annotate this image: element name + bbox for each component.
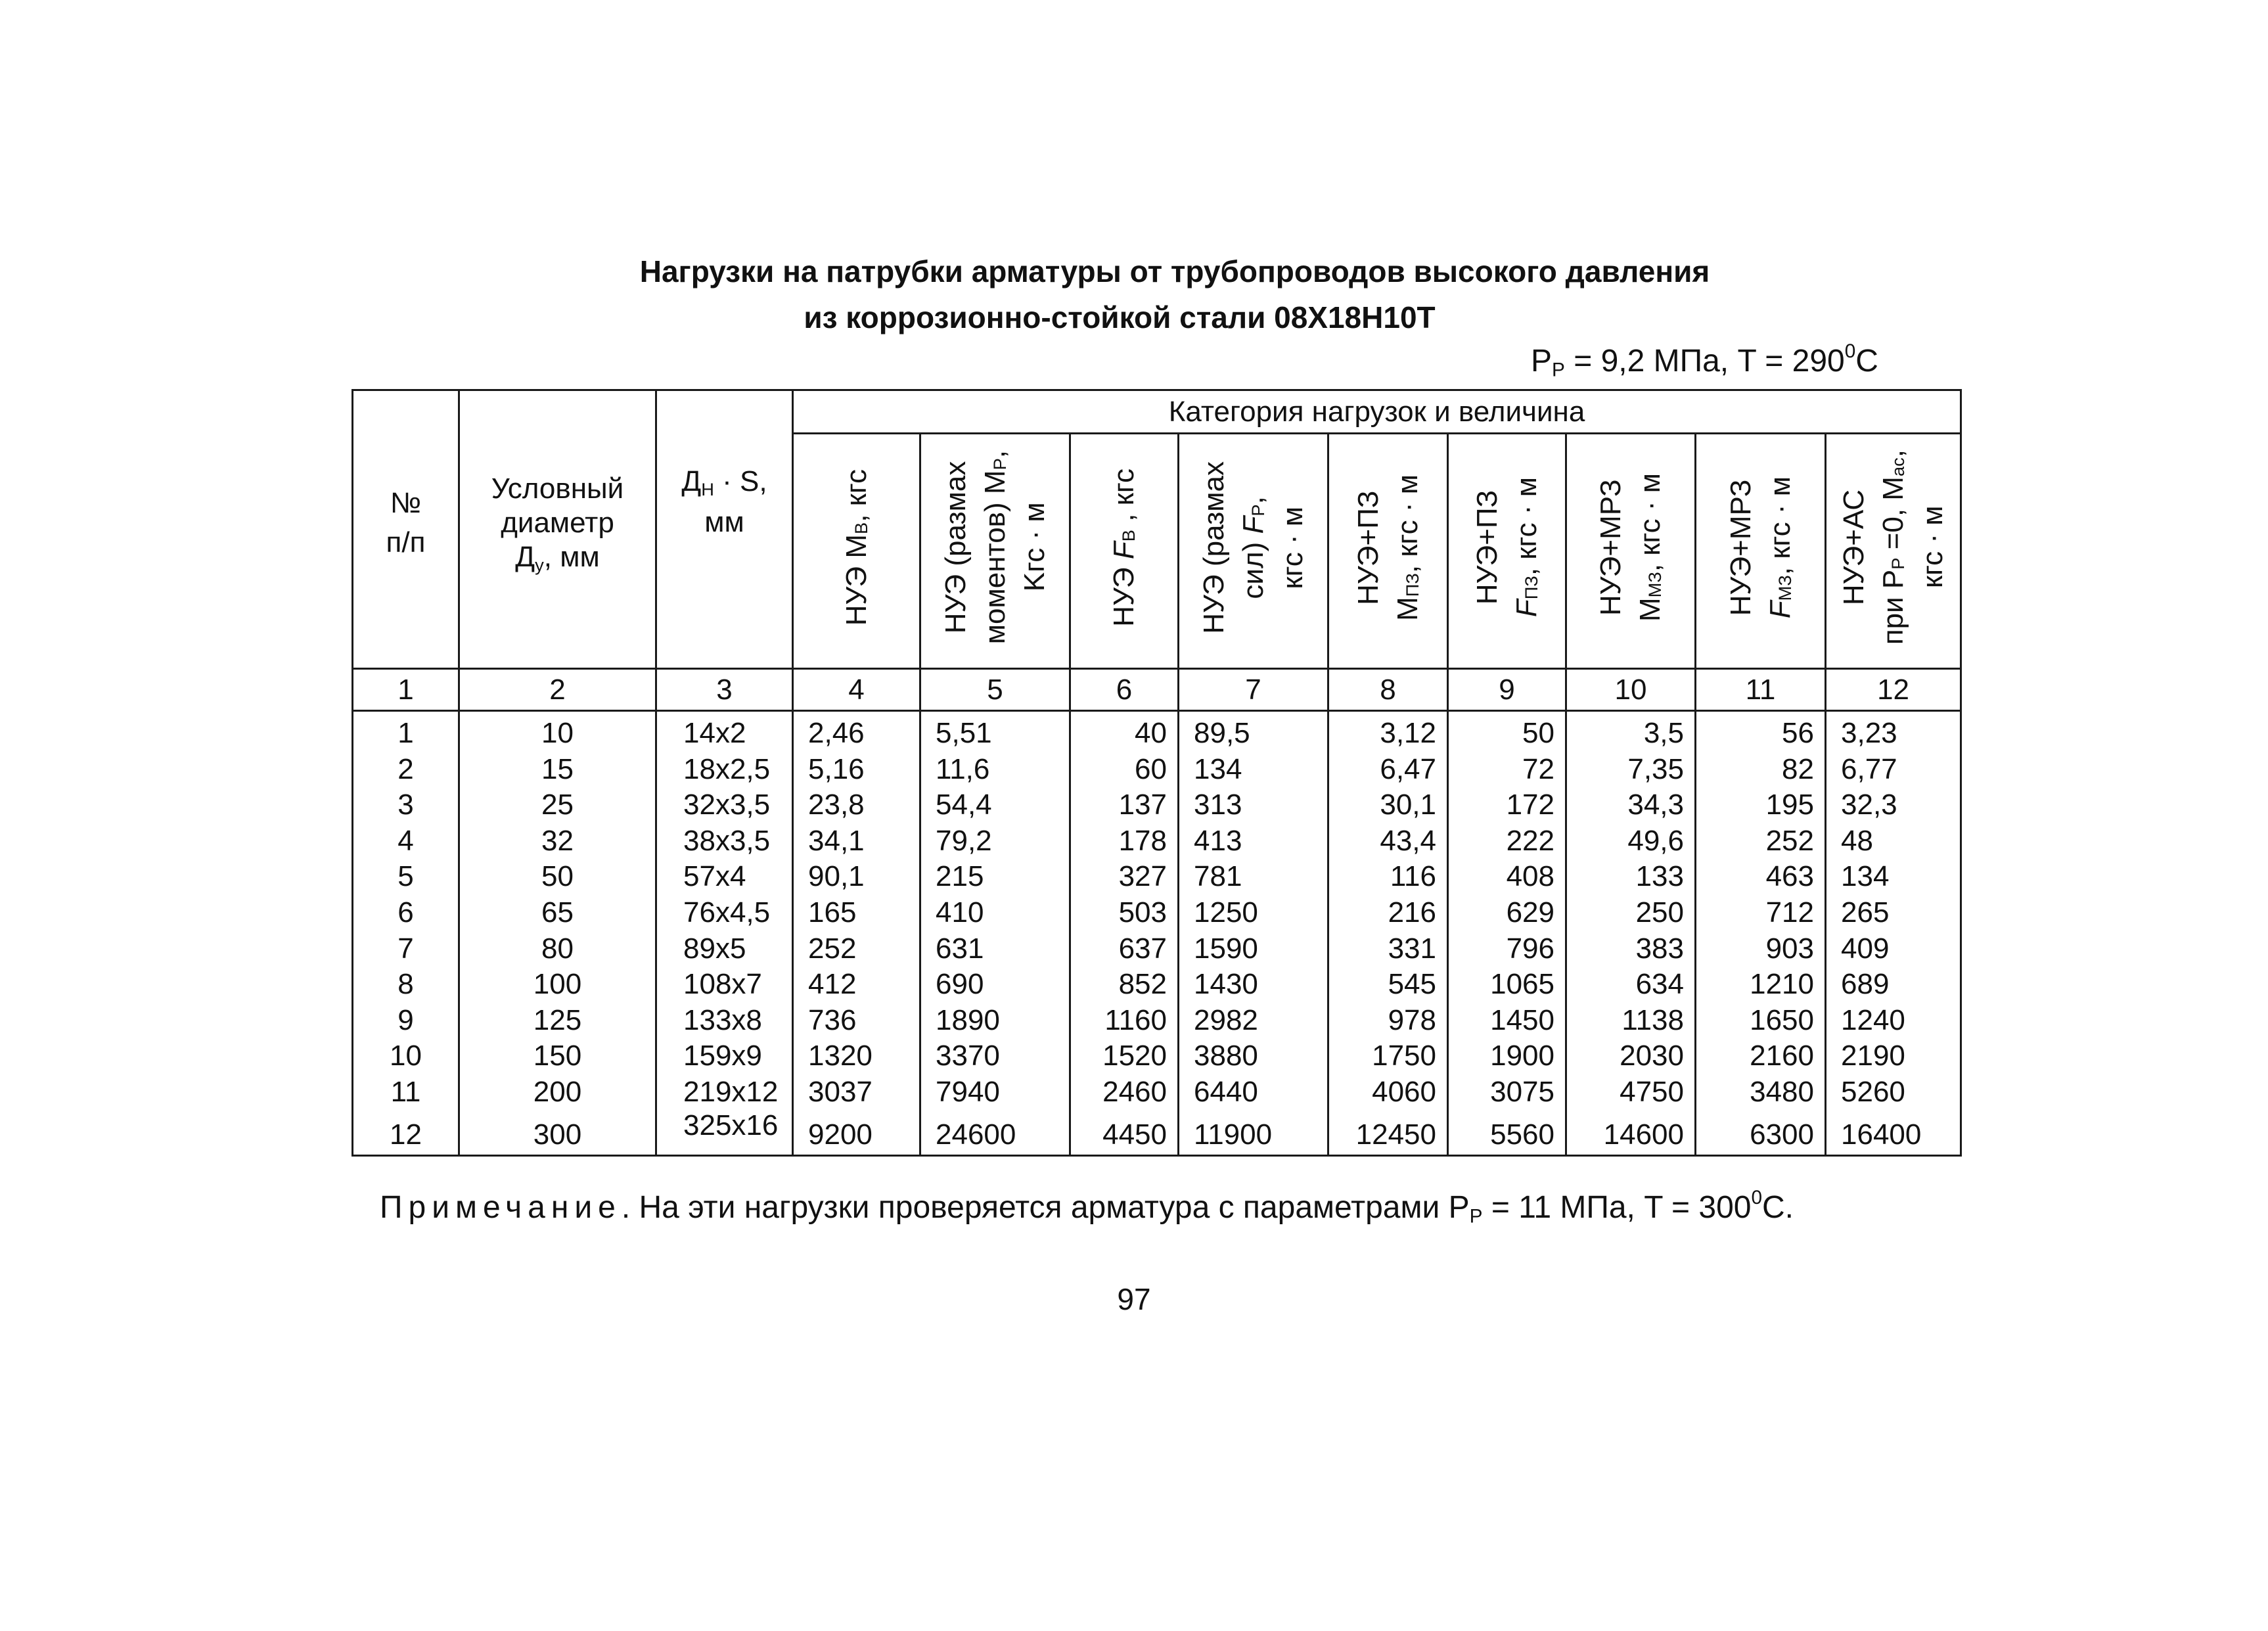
c12-sub1: P [1887,557,1908,570]
cell-c9-row-12: 5560 [1490,1118,1554,1151]
cell-c6-row-6: 503 [1118,896,1167,929]
col-10-values [1566,711,1696,1156]
header-col-8 [1328,434,1448,669]
cell-c4-row-8: 412 [808,968,857,1001]
cell-c8-row-8: 545 [1388,968,1436,1001]
cell-dns-row-11: 219x12 [683,1075,779,1108]
c4-unit: , кгс [840,469,873,522]
c11-line1: НУЭ+МРЗ [1724,479,1757,616]
cell-du-row-8: 100 [533,968,582,1001]
temperature-unit: C [1855,344,1878,379]
cell-c12-row-7: 409 [1841,932,1890,965]
cell-c8-row-6: 216 [1388,896,1436,929]
c9-sub: ПЗ [1520,576,1541,600]
header-dn-s-line1 [657,461,792,502]
footnote-text-b: = 11 МПа, T = 300 [1482,1190,1752,1225]
cell-dns-row-7: 89x5 [683,932,746,965]
header-dn-s [656,390,793,669]
c5-line2: моментов) M [978,470,1011,645]
cell-c10-row-3: 34,3 [1627,789,1684,821]
colnum-8: 8 [1328,669,1448,711]
c4-sub: B [850,522,871,534]
cell-c12-row-9: 1240 [1841,1003,1905,1036]
degree-superscript: 0 [1844,340,1856,363]
cell-c6-row-12: 4450 [1102,1118,1167,1151]
cell-c6-row-3: 137 [1118,789,1167,821]
cell-dns-row-2: 18x2,5 [683,752,771,785]
cell-c7-row-11: 6440 [1194,1075,1258,1108]
cell-c9-row-8: 1065 [1490,968,1554,1001]
colnum-1: 1 [353,669,459,711]
cell-c11-row-9: 1650 [1750,1003,1814,1036]
cell-c7-row-4: 413 [1194,824,1242,857]
cell-c9-row-9: 1450 [1490,1003,1554,1036]
footnote-text-a: . На эти нагрузки проверяется арматура с параметрами P [621,1190,1470,1225]
cell-c11-row-12: 6300 [1750,1118,1814,1151]
cell-c8-row-12: 12450 [1355,1118,1436,1151]
c9-symbol: F [1510,599,1543,618]
colnum-10: 10 [1566,669,1696,711]
cell-c12-row-5: 134 [1841,860,1890,893]
cell-c9-row-3: 172 [1506,789,1554,821]
cell-c6-row-10: 1520 [1102,1040,1167,1072]
cell-c7-row-6: 1250 [1194,896,1258,929]
title-line-1: Нагрузки на патрубки арматуры от трубопроводов высокого давления [639,254,1710,288]
cell-c12-row-12: 16400 [1841,1118,1922,1151]
cell-n-row-10: 10 [390,1040,422,1072]
cell-n-row-11: 11 [390,1075,421,1108]
c7-comma: , [1236,495,1269,504]
c7-line1: НУЭ (размах [1197,461,1230,634]
header-load-category: Категория нагрузок и величина [793,390,1961,434]
c12-unit: кгс · м [1916,506,1949,589]
cell-c11-row-6: 712 [1765,896,1814,929]
cell-c8-row-4: 43,4 [1380,824,1436,857]
pressure-symbol: P [1531,344,1553,379]
cell-c10-row-7: 383 [1635,932,1684,965]
cell-c10-row-12: 14600 [1603,1118,1684,1151]
header-col-11 [1696,434,1826,669]
header-nominal-diameter-line3 [460,540,655,574]
c6-text: НУЭ [1108,559,1140,627]
cell-c6-row-5: 327 [1118,860,1167,893]
cell-c10-row-11: 4750 [1620,1075,1684,1108]
header-nominal-diameter-line1: Условный [491,472,624,505]
cell-du-row-11: 200 [533,1075,582,1108]
cell-du-row-12: 300 [533,1118,582,1151]
cell-c4-row-6: 165 [808,896,857,929]
cell-dns-row-1: 14x2 [683,717,746,749]
cell-c4-row-9: 736 [808,1003,857,1036]
colnum-7: 7 [1179,669,1328,711]
cell-c6-row-11: 2460 [1102,1075,1167,1108]
c11-unit: , кгс · м [1763,476,1796,576]
design-parameters [1531,342,1925,381]
cell-c7-row-9: 2982 [1194,1003,1258,1036]
c7-unit: кгс · м [1276,506,1309,589]
cell-c4-row-12: 9200 [808,1118,873,1151]
cell-c11-row-1: 56 [1782,717,1814,749]
cell-c6-row-7: 637 [1118,932,1167,965]
cell-c11-row-5: 463 [1765,860,1814,893]
du-subscript: у [535,554,544,575]
cell-c11-row-7: 903 [1765,932,1814,965]
cell-c7-row-3: 313 [1194,789,1242,821]
c12-line1: НУЭ+АС [1837,489,1870,606]
cell-c8-row-9: 978 [1388,1003,1436,1036]
cell-c8-row-5: 116 [1390,860,1436,893]
data-row [353,711,1961,1156]
cell-c12-row-6: 265 [1841,896,1890,929]
c8-unit: , кгс · м [1391,474,1424,573]
cell-c8-row-2: 6,47 [1380,752,1436,785]
cell-c6-row-8: 852 [1118,968,1167,1001]
cell-du-row-2: 15 [541,752,574,785]
c6-sub: B [1118,529,1139,541]
cell-c5-row-5: 215 [936,860,984,893]
header-col-7 [1179,434,1328,669]
c5-sub: P [989,458,1010,471]
cell-c4-row-10: 1320 [808,1040,873,1072]
cell-c11-row-3: 195 [1765,789,1814,821]
cell-dns-row-9: 133x8 [683,1003,762,1036]
c10-unit: , кгс · м [1634,473,1666,572]
c6-unit: , кгс [1108,468,1140,530]
cell-n-row-4: 4 [397,824,414,857]
header-col-10 [1566,434,1696,669]
header-col-9 [1448,434,1566,669]
colnum-11: 11 [1696,669,1826,711]
cell-c10-row-4: 49,6 [1627,824,1684,857]
cell-n-row-2: 2 [397,752,414,785]
cell-c12-row-2: 6,77 [1841,752,1897,785]
cell-du-row-10: 150 [533,1040,582,1072]
c6-symbol: F [1108,541,1140,559]
cell-n-row-6: 6 [397,896,414,929]
cell-c5-row-4: 79,2 [936,824,992,857]
cell-n-row-3: 3 [397,789,414,821]
header-col-5 [920,434,1070,669]
header-col-12 [1826,434,1961,669]
cell-du-row-5: 50 [541,860,574,893]
col-number-values [353,711,459,1156]
c12-line2a: при P [1876,570,1909,645]
cell-du-row-7: 80 [541,932,574,965]
footnote-degree-superscript: 0 [1751,1187,1763,1209]
cell-c10-row-2: 7,35 [1627,752,1684,785]
cell-c5-row-9: 1890 [936,1003,1000,1036]
cell-c10-row-9: 1138 [1622,1003,1684,1036]
cell-c7-row-1: 89,5 [1194,717,1250,749]
cell-c4-row-2: 5,16 [808,752,865,785]
cell-c4-row-4: 34,1 [808,824,865,857]
cell-c10-row-5: 133 [1635,860,1684,893]
column-number-row [353,669,1961,711]
c7-line2: сил) [1236,534,1269,599]
c9-line1: НУЭ+ПЗ [1470,490,1503,605]
cell-c4-row-11: 3037 [808,1075,873,1108]
col-5-values [920,711,1070,1156]
cell-c7-row-7: 1590 [1194,932,1258,965]
cell-c5-row-8: 690 [936,968,984,1001]
page-number-value: 97 [1117,1282,1151,1316]
cell-c5-row-1: 5,51 [936,717,992,749]
cell-dns-row-10: 159x9 [683,1040,762,1072]
col-12-values [1826,711,1961,1156]
c8-symbol: M [1391,596,1424,621]
cell-c10-row-8: 634 [1635,968,1684,1001]
header-number-line2: п/п [386,526,426,559]
cell-c9-row-2: 72 [1522,752,1554,785]
du-unit: , мм [543,540,600,573]
c10-line1: НУЭ+МРЗ [1595,479,1627,616]
cell-n-row-1: 1 [397,717,414,749]
c11-sub: МЗ [1774,575,1795,601]
cell-c12-row-4: 48 [1841,824,1873,857]
cell-c9-row-6: 629 [1506,896,1554,929]
cell-du-row-1: 10 [541,717,574,749]
cell-c12-row-10: 2190 [1841,1040,1905,1072]
colnum-3: 3 [656,669,793,711]
cell-du-row-9: 125 [533,1003,582,1036]
colnum-4: 4 [793,669,920,711]
header-number [353,390,459,669]
cell-c6-row-1: 40 [1135,717,1167,749]
cell-c10-row-10: 2030 [1620,1040,1684,1072]
c9-unit: , кгс · м [1510,477,1543,576]
colnum-6: 6 [1070,669,1179,711]
colnum-9: 9 [1448,669,1566,711]
col-9-values [1448,711,1566,1156]
header-number-line1: № [390,486,422,519]
cell-c9-row-4: 222 [1506,824,1554,857]
col-nominal-diameter-values [459,711,656,1156]
cell-c4-row-3: 23,8 [808,789,865,821]
cell-c8-row-7: 331 [1388,932,1436,965]
col-7-values [1179,711,1328,1156]
colnum-2: 2 [459,669,656,711]
cell-c9-row-5: 408 [1506,860,1554,893]
cell-c7-row-2: 134 [1194,752,1242,785]
cell-c5-row-2: 11,6 [936,752,990,785]
cell-c12-row-8: 689 [1841,968,1890,1001]
cell-dns-row-3: 32x3,5 [683,789,771,821]
header-nominal-diameter [459,390,656,669]
cell-c4-row-1: 2,46 [808,717,865,749]
cell-c12-row-11: 5260 [1841,1075,1905,1108]
cell-c12-row-1: 3,23 [1841,717,1897,749]
dn-symbol: Д [681,465,702,497]
col-8-values [1328,711,1448,1156]
cell-du-row-4: 32 [541,824,574,857]
header-nominal-diameter-line2: диаметр [501,506,614,539]
footnote-pressure-subscript: P [1469,1205,1483,1228]
cell-c10-row-6: 250 [1635,896,1684,929]
cell-c7-row-12: 11900 [1194,1118,1273,1151]
c7-symbol: F [1236,516,1269,534]
c12-line2b: =0, M [1876,476,1909,558]
cell-c9-row-1: 50 [1522,717,1554,749]
col-11-values [1696,711,1826,1156]
col-6-values [1070,711,1179,1156]
header-col-4 [793,434,920,669]
c10-symbol: M [1634,597,1666,622]
cell-c6-row-9: 1160 [1104,1003,1167,1036]
cell-c5-row-3: 54,4 [936,789,992,821]
cell-c8-row-3: 30,1 [1380,789,1436,821]
cell-dns-row-8: 108x7 [683,968,762,1001]
cell-c4-row-7: 252 [808,932,857,965]
cell-c6-row-4: 178 [1118,824,1167,857]
dn-s-text: · S, [714,465,767,497]
c7-sub: P [1247,504,1268,517]
cell-c9-row-10: 1900 [1490,1040,1554,1072]
c8-sub: ПЗ [1401,572,1422,597]
colnum-5: 5 [920,669,1070,711]
title-line-2: из коррозионно-стойкой стали 08Х18Н10Т [804,300,1436,334]
cell-c7-row-10: 3880 [1194,1040,1258,1072]
col-dn-s-values [656,711,793,1156]
cell-c9-row-7: 796 [1506,932,1554,965]
cell-n-row-12: 12 [390,1118,422,1151]
loads-table [352,389,1962,1157]
cell-n-row-9: 9 [397,1003,414,1036]
c4-text: НУЭ M [840,534,873,626]
col-4-values [793,711,920,1156]
cell-c6-row-2: 60 [1135,752,1167,785]
c11-symbol: F [1763,601,1796,619]
cell-c8-row-1: 3,12 [1380,717,1436,749]
c8-line1: НУЭ+ПЗ [1351,490,1384,605]
page-number [0,1281,2268,1317]
header-dn-s-line2: мм [704,505,744,538]
pressure-subscript: P [1552,359,1565,381]
cell-n-row-8: 8 [397,968,414,1001]
header-col-6 [1070,434,1179,669]
cell-c8-row-11: 4060 [1372,1075,1436,1108]
footnote [380,1188,1794,1228]
cell-c12-row-3: 32,3 [1841,789,1897,821]
cell-c11-row-11: 3480 [1750,1075,1814,1108]
cell-c8-row-10: 1750 [1372,1040,1436,1072]
c5-line1: НУЭ (размах [939,461,972,634]
cell-c7-row-5: 781 [1194,860,1242,893]
cell-du-row-3: 25 [541,789,574,821]
cell-dns-row-4: 38x3,5 [683,824,771,857]
cell-n-row-7: 7 [397,932,414,965]
cell-c5-row-10: 3370 [936,1040,1000,1072]
cell-c5-row-11: 7940 [936,1075,1000,1108]
cell-c5-row-7: 631 [936,932,984,965]
cell-c4-row-5: 90,1 [808,860,865,893]
cell-c11-row-2: 82 [1782,752,1814,785]
cell-dns-row-5: 57x4 [683,860,746,893]
cell-c10-row-1: 3,5 [1643,717,1684,749]
c12-sub2: ac [1887,457,1908,477]
du-symbol: Д [515,540,535,573]
cell-n-row-5: 5 [397,860,414,893]
cell-dns-row-6: 76x4,5 [683,896,771,929]
footnote-label: Примечание [380,1190,622,1225]
dn-subscript: Н [701,478,714,499]
cell-c11-row-10: 2160 [1750,1040,1814,1072]
c5-comma: , [978,450,1011,459]
c12-comma: , [1876,449,1909,458]
cell-c5-row-6: 410 [936,896,984,929]
cell-c11-row-4: 252 [1765,824,1814,857]
c5-unit: Kгс · м [1018,503,1051,592]
footnote-text-c: C. [1762,1190,1794,1225]
cell-c9-row-11: 3075 [1490,1075,1554,1108]
colnum-12: 12 [1826,669,1961,711]
cell-c7-row-8: 1430 [1194,968,1258,1001]
cell-dns-row-12: 325x16 [683,1109,779,1141]
cell-du-row-6: 65 [541,896,574,929]
cell-c11-row-8: 1210 [1750,968,1814,1001]
cell-c5-row-12: 24600 [936,1118,1016,1151]
parameter-values: = 9,2 МПа, T = 290 [1564,344,1845,379]
c10-sub: МЗ [1644,572,1665,598]
